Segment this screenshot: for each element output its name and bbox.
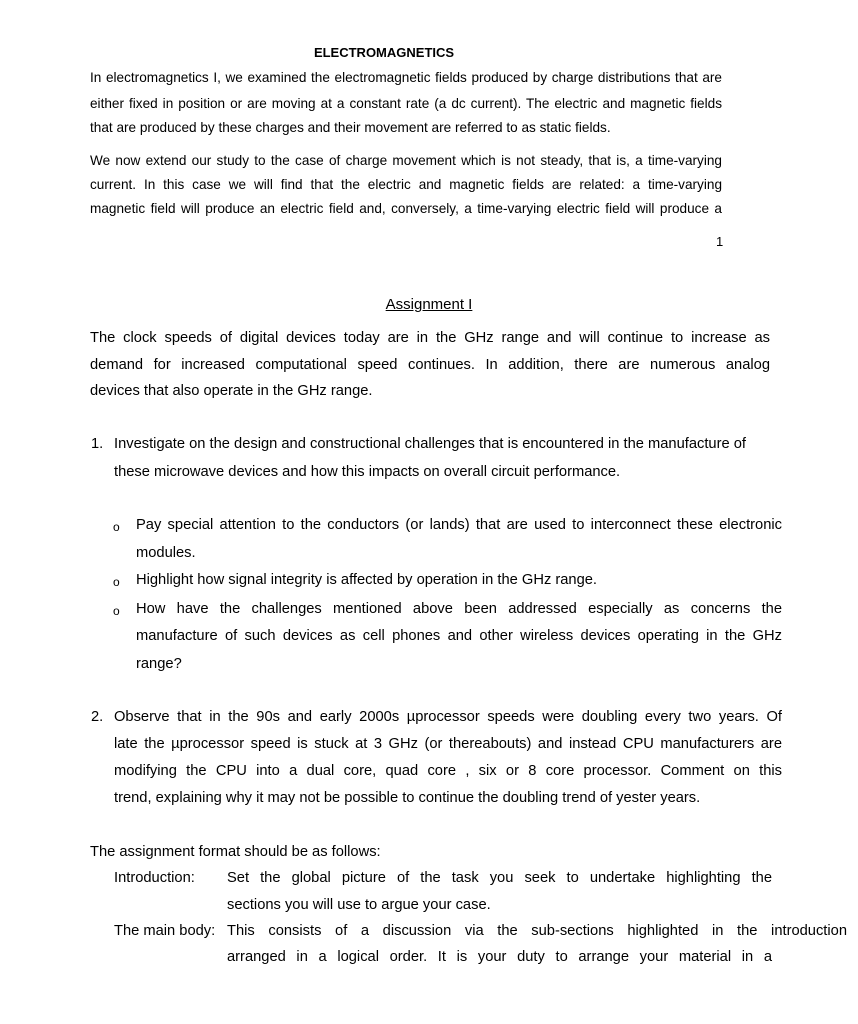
paragraph-line: devices that also operate in the GHz range. [90, 383, 373, 399]
paragraph-line: demand for increased computational speed continues. In addition, there are numerous analog [90, 357, 770, 373]
list-number: 1. [91, 436, 104, 452]
format-line: arranged in a logical order. It is your duty to arrange your material in a [227, 949, 772, 965]
paragraph-line: magnetic field will produce an electric field and, conversely, a time-varying electric field will produce a [90, 201, 722, 216]
format-line: sections you will use to argue your case. [227, 897, 491, 913]
bullet-marker: o [113, 575, 120, 589]
list-item-line: Observe that in the 90s and early 2000s µprocessor speeds were doubling every two years. Of [114, 709, 782, 725]
paragraph-line: We now extend our study to the case of charge movement which is not steady, that is, a time-varying [90, 153, 722, 168]
page-number: 1 [716, 234, 724, 249]
paragraph-line: In electromagnetics I, we examined the electromagnetic fields produced by charge distributions that are [90, 70, 722, 85]
paragraph-line: that are produced by these charges and their movement are referred to as static fields. [90, 120, 611, 135]
list-item-line: these microwave devices and how this impacts on overall circuit performance. [114, 464, 621, 480]
list-number: 2. [91, 709, 104, 725]
page-title: ELECTROMAGNETICS [313, 45, 455, 60]
bullet-line: manufacture of such devices as cell phones and other wireless devices operating in the GHz [136, 628, 782, 644]
bullet-line: modules. [136, 545, 196, 561]
bullet-marker: o [113, 520, 120, 534]
list-item-line: late the µprocessor speed is stuck at 3 GHz (or thereabouts) and instead CPU manufacturers are [114, 736, 782, 752]
list-item-line: modifying the CPU into a dual core, quad core , six or 8 core processor. Comment on this [114, 763, 782, 779]
format-intro: The assignment format should be as follows: [90, 844, 381, 860]
bullet-marker: o [113, 604, 120, 618]
bullet-line: Pay special attention to the conductors (or lands) that are used to interconnect these electronic [136, 517, 782, 533]
list-item-line: Investigate on the design and constructional challenges that is encountered in the manufacture of [114, 436, 746, 452]
bullet-line: How have the challenges mentioned above been addressed especially as concerns the [136, 601, 782, 617]
paragraph-line: current. In this case we will find that the electric and magnetic fields are related: a time-varying [90, 177, 722, 192]
format-label: Introduction: [114, 870, 195, 886]
format-line: This consists of a discussion via the sub-sections highlighted in the introduction [227, 923, 847, 939]
format-line: Set the global picture of the task you seek to undertake highlighting the [227, 870, 772, 886]
paragraph-line: The clock speeds of digital devices today are in the GHz range and will continue to increase as [90, 330, 770, 346]
format-label: The main body: [114, 923, 216, 939]
assignment-heading: Assignment I [385, 296, 473, 313]
list-item-line: trend, explaining why it may not be possible to continue the doubling trend of yester years. [114, 790, 701, 806]
paragraph-line: either fixed in position or are moving at a constant rate (a dc current). The electric and magnetic fields [90, 96, 722, 111]
bullet-line: Highlight how signal integrity is affected by operation in the GHz range. [136, 572, 598, 588]
bullet-line: range? [136, 656, 182, 672]
